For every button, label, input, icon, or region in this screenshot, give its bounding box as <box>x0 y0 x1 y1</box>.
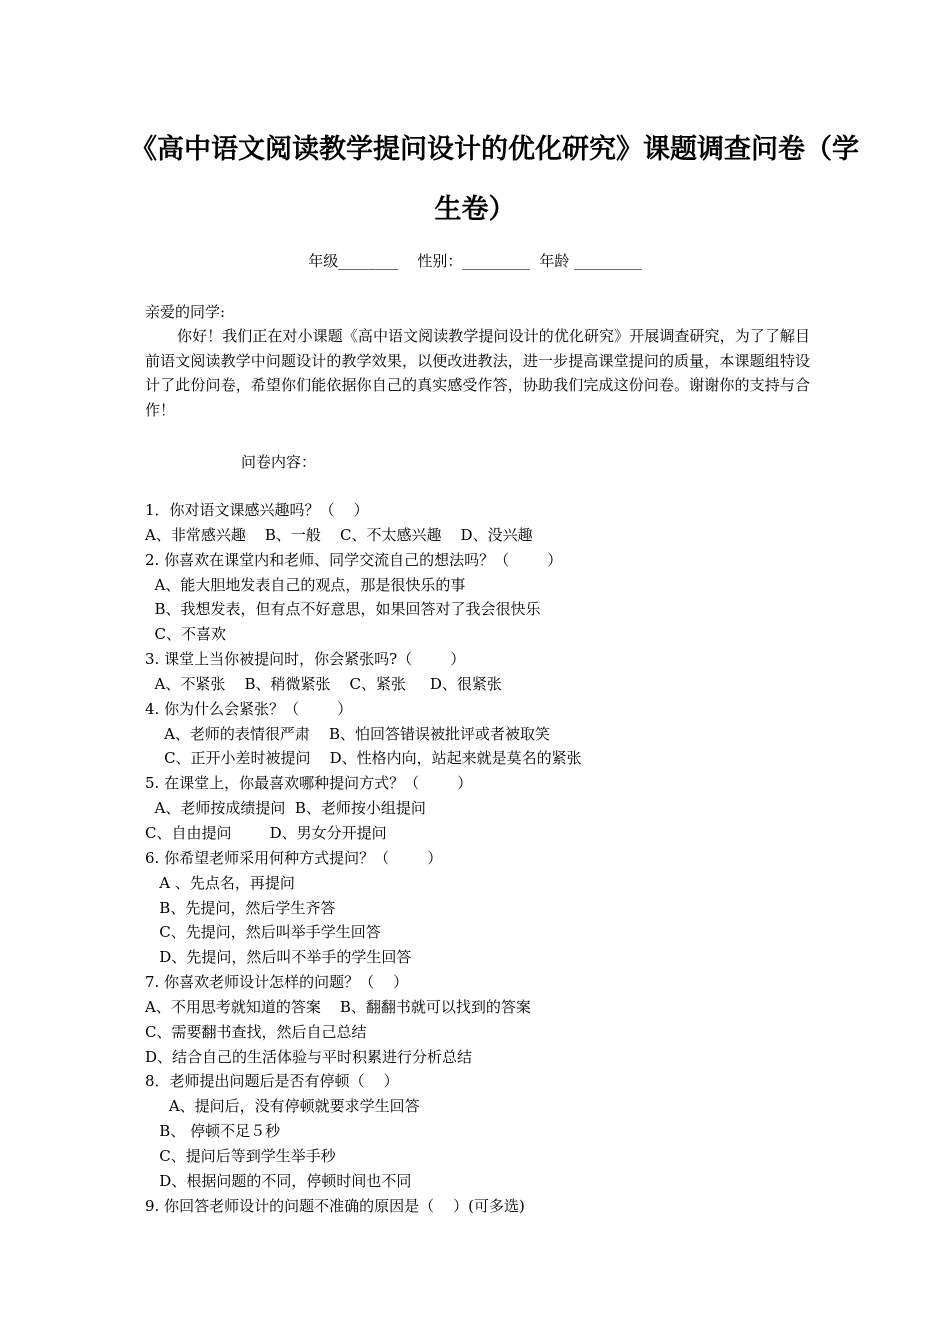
question-line: A、不紧张 B、稍微紧张 C、紧张 D、很紧张 <box>145 674 502 693</box>
question-line: 1．你对语文课感兴趣吗？（ ） <box>145 501 369 519</box>
question-line: B、我想发表，但有点不好意思，如果回答对了我会很快乐 <box>145 600 541 619</box>
question-line: 4. 你为什么会紧张？（ ） <box>145 699 353 718</box>
question-line: D、结合自己的生活体验与平时积累进行分析总结 <box>145 1047 473 1066</box>
question-line: C、需要翻书查找，然后自己总结 <box>145 1022 367 1041</box>
question-line: A、老师的表情很严肃 B、怕回答错误被批评或者被取笑 <box>145 724 551 743</box>
question-line: C、先提问，然后叫举手学生回答 <box>145 923 381 942</box>
question-line: 9. 你回答老师设计的问题不准确的原因是（ ）(可多选) <box>145 1196 525 1215</box>
question-line: A、老师按成绩提问 B、老师按小组提问 <box>145 799 426 818</box>
intro-paragraph: 你好！我们正在对小课题《高中语文阅读教学提问设计的优化研究》开展调查研究，为了了解目前语文阅读教学中问题设计的教学效果，以便改进教法，进一步提高课堂提问的质量，本课题组特设计了此份问卷，希望你们能依据你自己的真实感受作答，协助我们完成这份问卷。谢谢你的支持与合作！ <box>145 327 810 419</box>
document-title <box>130 120 859 240</box>
question-line: A 、先点名，再提问 <box>145 873 295 892</box>
greeting: 亲爱的同学: <box>145 303 226 321</box>
title-line-2: 生卷） <box>434 194 516 225</box>
question-line: 8．老师提出问题后是否有停顿（ ） <box>145 1072 399 1091</box>
question-line: A、能大胆地发表自己的观点，那是很快乐的事 <box>145 575 466 594</box>
question-line: D、先提问，然后叫不举手的学生回答 <box>145 948 412 967</box>
question-line: C、提问后等到学生举手秒 <box>145 1146 336 1165</box>
question-line: A、不用思考就知道的答案 B、翻翻书就可以找到的答案 <box>145 997 531 1016</box>
section-label: 问卷内容： <box>241 453 317 471</box>
question-line: C、正开小差时被提问 D、性格内向，站起来就是莫名的紧张 <box>145 749 582 768</box>
question-line: C、自由提问 D、男女分开提问 <box>145 823 387 842</box>
question-line: 7. 你喜欢老师设计怎样的问题？（ ） <box>145 973 409 992</box>
question-line: B、先提问，然后学生齐答 <box>145 898 336 917</box>
question-line: 2. 你喜欢在课堂内和老师、同学交流自己的想法吗？（ ） <box>145 550 563 569</box>
student-info-line: 年级________ 性别：_________ 年龄 _________ <box>308 252 642 270</box>
question-line: 5. 在课堂上，你最喜欢哪种提问方式？（ ） <box>145 774 473 793</box>
question-line: B、 停顿不足５秒 <box>145 1122 281 1141</box>
question-list <box>145 498 825 1218</box>
question-line: A、提问后，没有停顿就要求学生回答 <box>145 1097 420 1116</box>
title-line-1: 《高中语文阅读教学提问设计的优化研究》课题调查问卷（学 <box>130 134 859 165</box>
question-line: A、非常感兴趣 B、一般 C、不太感兴趣 D、没兴趣 <box>145 525 533 544</box>
question-line: D、根据问题的不同，停顿时间也不同 <box>145 1171 412 1190</box>
question-line: 6. 你希望老师采用何种方式提问？（ ） <box>145 848 443 867</box>
question-line: 3. 课堂上当你被提问时，你会紧张吗?（ ） <box>145 650 466 669</box>
question-line: C、不喜欢 <box>145 625 227 644</box>
